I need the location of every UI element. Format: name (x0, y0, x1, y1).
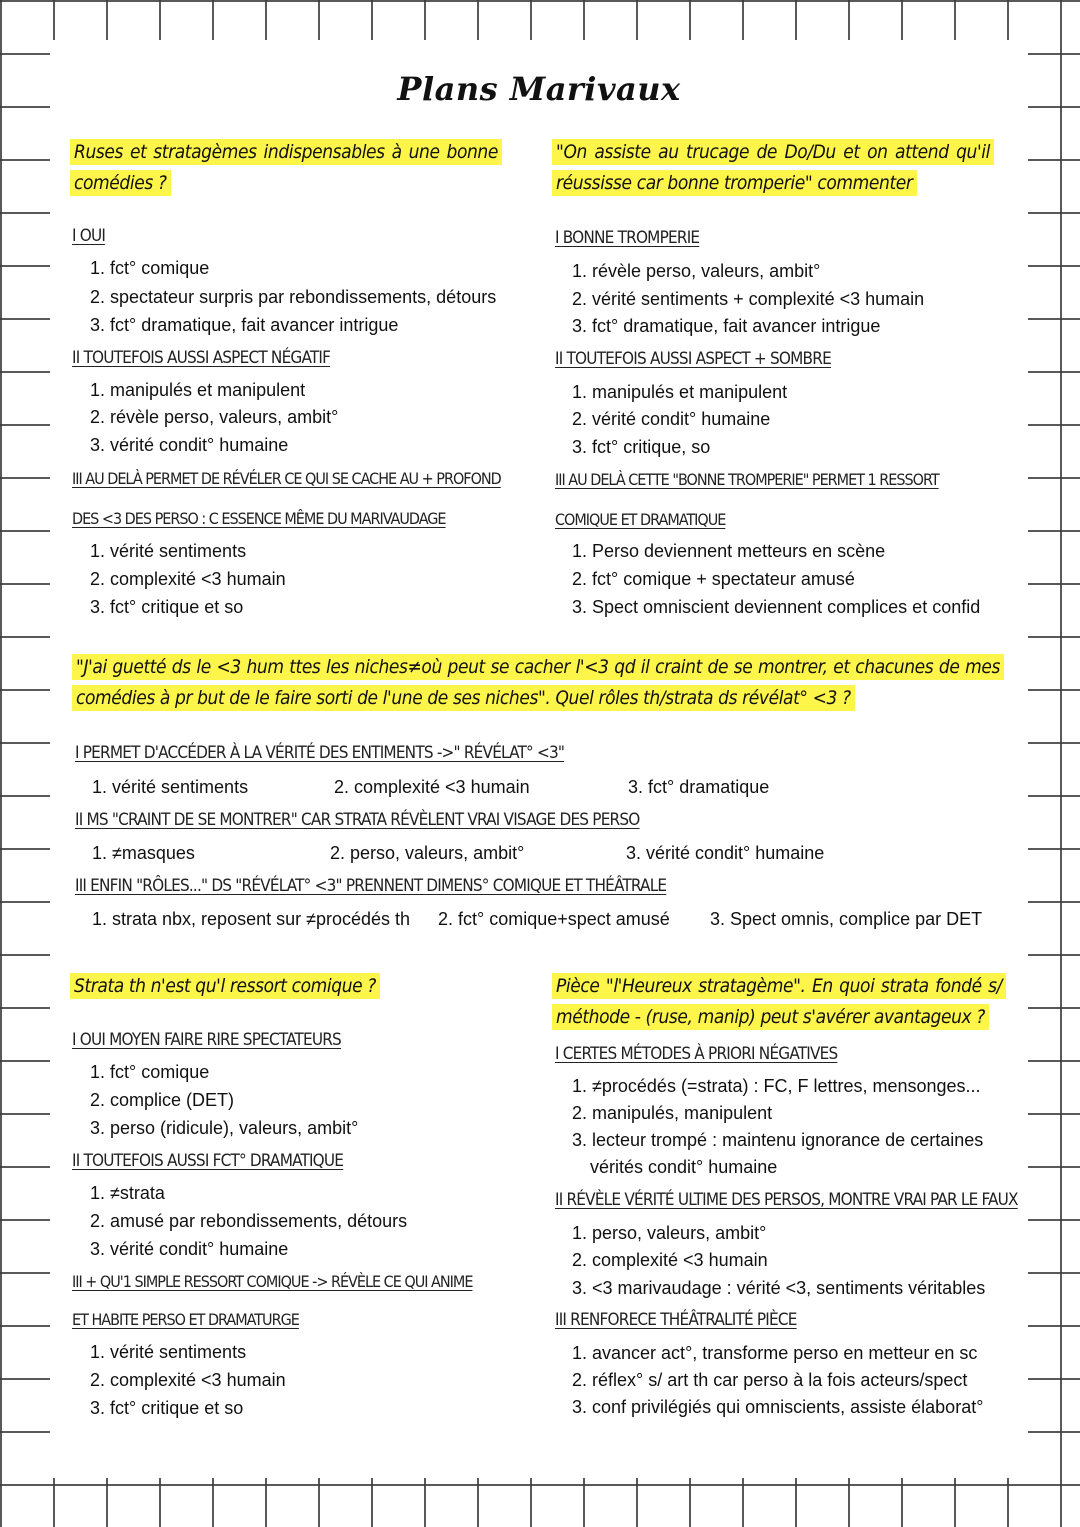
list-item: 1. perso, valeurs, ambit° (572, 1223, 767, 1243)
list-item: 3. vérité condit° humaine (90, 1239, 289, 1259)
page-title: Plans Marivaux (397, 70, 681, 108)
part-heading: COMIQUE ET DRAMATIQUE (555, 510, 726, 529)
part-heading: ET HABITE PERSO ET DRAMATURGE (72, 1310, 299, 1329)
list-item: 3. conf privilégiés qui omniscients, assiste élaborat° (572, 1397, 984, 1417)
list-item: 2. vérité condit° humaine (572, 409, 771, 429)
part-heading: I OUI (72, 226, 106, 246)
list-item: 1. Perso deviennent metteurs en scène (572, 541, 886, 561)
list-item: 1. vérité sentiments (90, 1342, 247, 1362)
list-item: 3. fct° dramatique (628, 777, 770, 797)
part-heading: III + QU'1 SIMPLE RESSORT COMIQUE -> RÉVÈLE CE QUI ANIME (72, 1272, 473, 1291)
list-item: 2. complexité <3 humain (90, 569, 286, 589)
part-heading: III AU DELÀ PERMET DE RÉVÉLER CE QUI SE CACHE AU + PROFOND (72, 469, 501, 488)
list-item: 2. fct° comique+spect amusé (438, 909, 670, 929)
part-heading: I OUI MOYEN FAIRE RIRE SPECTATEURS (72, 1030, 341, 1050)
part-heading: III ENFIN "RÔLES..." DS "RÉVÉLAT° <3" PRENNENT DIMENS° COMIQUE ET THÉÂTRALE (75, 876, 667, 896)
list-item: 1. ≠strata (90, 1183, 165, 1203)
list-item: 3. perso (ridicule), valeurs, ambit° (90, 1118, 359, 1138)
note-sheet (50, 40, 1028, 1478)
list-item: 1. manipulés et manipulent (90, 380, 306, 400)
plan-question: Pièce "l'Heureux stratagème". En quoi strata fondé s/ méthode - (ruse, manip) peut s'avérer avantageux ? (552, 971, 1006, 1033)
list-item: 3. lecteur trompé : maintenu ignorance de certaines (572, 1130, 984, 1150)
list-item: 3. Spect omnis, complice par DET (710, 909, 983, 929)
list-item: 1. vérité sentiments (90, 541, 247, 561)
list-item: 2. complexité <3 humain (334, 777, 530, 797)
list-item: 3. vérité condit° humaine (626, 843, 825, 863)
list-item: 3. fct° dramatique, fait avancer intrigue (90, 315, 399, 335)
list-item: 3. fct° critique et so (90, 1398, 244, 1418)
list-item: 3. fct° critique et so (90, 597, 244, 617)
list-item: 1. manipulés et manipulent (572, 382, 788, 402)
list-item: 1. ≠masques (92, 843, 195, 863)
list-item: 3. vérité condit° humaine (90, 435, 289, 455)
part-heading: I BONNE TROMPERIE (555, 228, 700, 248)
list-item: 3. fct° critique, so (572, 437, 711, 457)
part-heading: II RÉVÈLE VÉRITÉ ULTIME DES PERSOS, MONTRE VRAI PAR LE FAUX (555, 1190, 1018, 1210)
list-item: 2. réflex° s/ art th car perso à la fois acteurs/spect (572, 1370, 968, 1390)
list-item: 1. fct° comique (90, 258, 210, 278)
list-item: 2. manipulés, manipulent (572, 1103, 773, 1123)
plan-question: Strata th n'est qu'l ressort comique ? (70, 971, 470, 1002)
list-item: 1. ≠procédés (=strata) : FC, F lettres, mensonges... (572, 1076, 981, 1096)
part-heading: II TOUTEFOIS AUSSI ASPECT + SOMBRE (555, 349, 831, 369)
list-item: 1. avancer act°, transforme perso en metteur en sc (572, 1343, 978, 1363)
list-item: 3. Spect omniscient deviennent complices et confid (572, 597, 981, 617)
list-item: 1. strata nbx, reposent sur ≠procédés th (92, 909, 411, 929)
list-item: 3. fct° dramatique, fait avancer intrigue (572, 316, 881, 336)
part-heading: I PERMET D'ACCÉDER À LA VÉRITÉ DES ENTIMENTS ->" RÉVÉLAT° <3" (75, 743, 565, 763)
list-item: 1. fct° comique (90, 1062, 210, 1082)
part-heading: II MS "CRAINT DE SE MONTRER" CAR STRATA RÉVÈLENT VRAI VISAGE DES PERSO (75, 810, 640, 830)
part-heading: II TOUTEFOIS AUSSI FCT° DRAMATIQUE (72, 1151, 344, 1171)
plan-question: Ruses et stratagèmes indispensables à une bonne comédies ? (70, 137, 502, 199)
plan-question: "J'ai guetté ds le <3 hum ttes les niches≠où peut se cacher l'<3 qd il craint de se montrer, et chacunes de mes comédies à pr but de le faire sorti de l'une de ses niches". Quel rôles th/strata ds révélat° <3 ? (72, 652, 1004, 714)
list-item: 2. vérité sentiments + complexité <3 humain (572, 289, 925, 309)
part-heading: III RENFORECE THÉÂTRALITÉ PIÈCE (555, 1310, 797, 1330)
list-item: 2. révèle perso, valeurs, ambit° (90, 407, 339, 427)
list-item: 2. perso, valeurs, ambit° (330, 843, 525, 863)
list-item: 3. <3 marivaudage : vérité <3, sentiments véritables (572, 1278, 986, 1298)
plan-question: "On assiste au trucage de Do/Du et on attend qu'il réussisse car bonne tromperie" commenter (552, 137, 994, 199)
part-heading: I CERTES MÉTODES À PRIORI NÉGATIVES (555, 1044, 838, 1064)
part-heading: II TOUTEFOIS AUSSI ASPECT NÉGATIF (72, 348, 331, 368)
list-item: 1. vérité sentiments (92, 777, 249, 797)
list-item: 2. spectateur surpris par rebondissements, détours (90, 287, 497, 307)
list-item: 2. complice (DET) (90, 1090, 235, 1110)
list-item: 2. complexité <3 humain (572, 1250, 768, 1270)
part-heading: DES <3 DES PERSO : C ESSENCE MÊME DU MARIVAUDAGE (72, 509, 446, 528)
list-item: 2. fct° comique + spectateur amusé (572, 569, 855, 589)
list-item: 2. complexité <3 humain (90, 1370, 286, 1390)
list-item: 2. amusé par rebondissements, détours (90, 1211, 408, 1231)
list-item: 1. révèle perso, valeurs, ambit° (572, 261, 821, 281)
part-heading: III AU DELÀ CETTE "BONNE TROMPERIE" PERMET 1 RESSORT (555, 470, 939, 489)
list-item: vérités condit° humaine (590, 1157, 778, 1177)
